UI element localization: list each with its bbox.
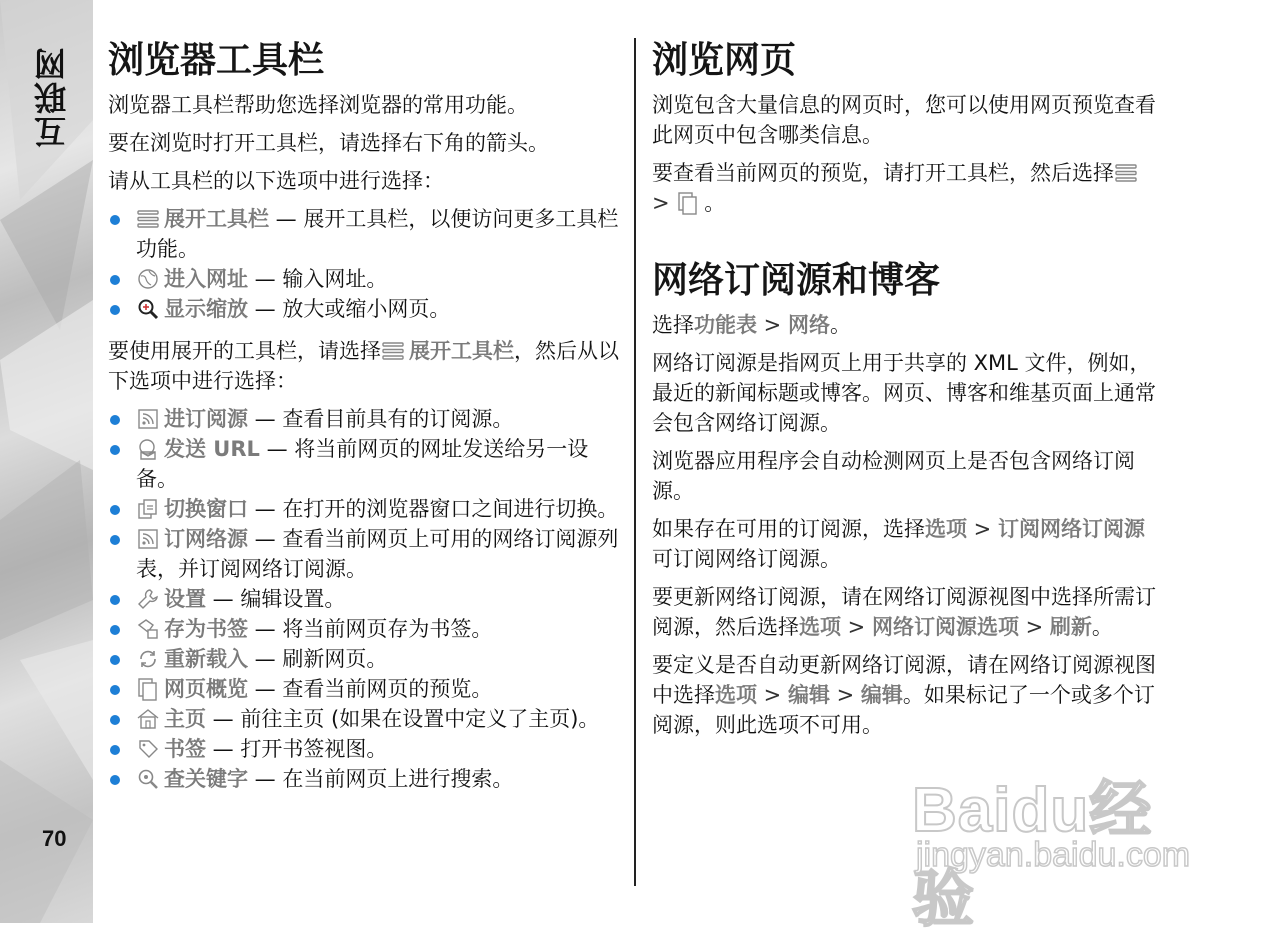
heading-feeds-blogs: 网络订阅源和博客	[652, 260, 941, 301]
bullet-dot	[110, 415, 120, 425]
separator: >	[841, 615, 872, 639]
zoom-magnifier-icon	[136, 297, 160, 321]
heading-browse-pages: 浏览网页	[652, 40, 797, 81]
option-description: — 展开工具栏，以便访问更多工具栏功能。	[136, 207, 619, 261]
option-description: — 打开书签视图。	[206, 737, 388, 761]
option-label: 存为书签	[164, 617, 248, 641]
bookmark-tag-icon	[136, 737, 160, 761]
option-label: 进订阅源	[164, 407, 248, 431]
globe-icon	[136, 267, 160, 291]
option-description: — 编辑设置。	[206, 587, 346, 611]
separator: >	[967, 517, 998, 541]
bookmark-save-icon	[136, 617, 160, 641]
paragraph	[652, 514, 1164, 574]
list-item	[108, 204, 622, 264]
sidebar	[0, 0, 93, 923]
bullet-dot	[110, 535, 120, 545]
paragraph	[108, 336, 622, 396]
list-item	[108, 264, 622, 294]
keyword-options: 选项	[925, 517, 967, 541]
option-description: — 在打开的浏览器窗口之间进行切换。	[248, 497, 619, 521]
bullet-dot	[110, 685, 120, 695]
page-overview-icon	[676, 191, 700, 215]
reload-icon	[136, 647, 160, 671]
paragraph-text: 要查看当前网页的预览，请打开工具栏，然后选择	[652, 161, 1114, 185]
bullet-dot	[110, 275, 120, 285]
bullet-dot	[110, 505, 120, 515]
option-description: — 放大或缩小网页。	[248, 297, 451, 321]
bullet-dot	[110, 445, 120, 455]
separator: >	[757, 313, 788, 337]
paragraph: 请从工具栏的以下选项中进行选择：	[108, 169, 444, 193]
column-divider	[634, 38, 636, 886]
paragraph: 要在浏览时打开工具栏，请选择右下角的箭头。	[108, 131, 549, 155]
separator: >	[1018, 615, 1050, 639]
bullet-dot	[110, 775, 120, 785]
option-label: 查关键字	[164, 767, 248, 791]
list-item	[108, 494, 622, 524]
option-description: — 前往主页 (如果在设置中定义了主页)。	[206, 707, 600, 731]
bullet-dot	[110, 715, 120, 725]
section-title: 互联网	[33, 46, 71, 148]
list-item	[108, 404, 622, 434]
feed-icon	[136, 407, 160, 431]
list-item	[108, 584, 622, 614]
search-icon	[136, 767, 160, 791]
keyword-subscribe-feeds: 订阅网络订阅源	[997, 517, 1145, 541]
keyword-menu: 功能表	[694, 313, 757, 337]
option-label: 切换窗口	[164, 497, 248, 521]
option-label: 发送 URL	[164, 437, 260, 461]
option-description: — 刷新网页。	[248, 647, 388, 671]
paragraph: 浏览器工具栏帮助您选择浏览器的常用功能。	[108, 93, 528, 117]
toolbar-options-list	[108, 204, 622, 324]
paragraph: 浏览器应用程序会自动检测网页上是否包含网络订阅源。	[652, 449, 1135, 503]
watermark-logo: Baidu经验	[912, 776, 1153, 934]
separator: >	[652, 191, 677, 215]
option-description: — 查看目前具有的订阅源。	[248, 407, 514, 431]
option-label: 进入网址	[164, 267, 248, 291]
feed-icon	[136, 527, 160, 551]
heading-browser-toolbar: 浏览器工具栏	[108, 40, 325, 81]
bullet-dot	[110, 625, 120, 635]
list-item	[108, 294, 622, 324]
paragraph-text: 要更新网络订阅源，请在网络订阅源视图中选择所需订阅源，然后选择	[652, 585, 1156, 639]
list-item	[108, 734, 622, 764]
paragraph-text: 要使用展开的工具栏，请选择	[108, 339, 381, 363]
paragraph	[652, 582, 1164, 642]
list-item	[108, 704, 622, 734]
paragraph	[652, 310, 1164, 340]
separator: >	[757, 683, 788, 707]
option-description: — 输入网址。	[248, 267, 388, 291]
option-label: 显示缩放	[164, 297, 248, 321]
list-item	[108, 764, 622, 794]
bullet-dot	[110, 215, 120, 225]
list-item	[108, 674, 622, 704]
left-column	[108, 38, 622, 806]
paragraph	[652, 650, 1164, 740]
keyword-feed-options: 网络订阅源选项	[871, 615, 1019, 639]
keyword-refresh: 刷新	[1049, 615, 1092, 639]
option-description: — 查看当前网页上可用的网络订阅源列表，并订阅网络订阅源。	[136, 527, 619, 581]
toolbar-lines-icon	[1114, 161, 1138, 185]
list-item	[108, 614, 622, 644]
baidu-watermark	[912, 760, 1212, 934]
paragraph	[652, 158, 1164, 218]
paragraph-text: 可订阅网络订阅源。	[652, 547, 841, 571]
watermark-url: jingyan.baidu.com	[916, 836, 1191, 874]
paragraph: 浏览包含大量信息的网页时，您可以使用网页预览查看此网页中包含哪类信息。	[652, 93, 1156, 147]
paragraph-text: 。	[704, 191, 726, 215]
paragraph-text: ，然后从以下选项中进行选择：	[108, 339, 619, 393]
option-description: — 在当前网页上进行搜索。	[248, 767, 514, 791]
option-label: 网页概览	[164, 677, 248, 701]
separator: >	[829, 683, 861, 707]
wrench-icon	[136, 587, 160, 611]
toolbar-lines-icon	[381, 339, 405, 363]
page-overview-icon	[136, 677, 160, 701]
paragraph-text: 。	[1091, 615, 1113, 639]
bullet-dot	[110, 305, 120, 315]
option-label: 书签	[164, 737, 206, 761]
keyword-options: 选项	[715, 683, 757, 707]
keyword-expand-toolbar: 展开工具栏	[409, 339, 514, 363]
option-label: 设置	[164, 587, 206, 611]
list-item	[108, 434, 622, 494]
option-label: 主页	[164, 707, 206, 731]
list-item	[108, 524, 622, 584]
toolbar-lines-icon	[136, 207, 160, 231]
right-column	[652, 38, 1164, 748]
expanded-toolbar-options-list	[108, 404, 622, 794]
option-description: — 查看当前网页的预览。	[248, 677, 493, 701]
paragraph-text: 如果存在可用的订阅源，选择	[652, 517, 925, 541]
paragraph-text: 选择	[652, 313, 694, 337]
paragraph-text: 。	[829, 313, 851, 337]
option-label: 重新载入	[164, 647, 248, 671]
paragraph-text: 。如果标记了一个或多个订阅源，则此选项不可用。	[652, 683, 1155, 737]
keyword-options: 选项	[799, 615, 841, 639]
bullet-dot	[110, 655, 120, 665]
option-description: — 将当前网页存为书签。	[248, 617, 493, 641]
option-label: 展开工具栏	[164, 207, 269, 231]
keyword-edit: 编辑	[860, 683, 903, 707]
keyword-web: 网络	[787, 313, 830, 337]
bullet-dot	[110, 745, 120, 755]
switch-window-icon	[136, 497, 160, 521]
paragraph-text: 要定义是否自动更新网络订阅源，请在网络订阅源视图中选择	[652, 653, 1156, 707]
paragraph: 网络订阅源是指网页上用于共享的 XML 文件，例如，最近的新闻标题或博客。网页、博客和维基页面上通常会包含网络订阅源。	[652, 351, 1156, 435]
keyword-edit: 编辑	[787, 683, 830, 707]
list-item	[108, 644, 622, 674]
home-icon	[136, 707, 160, 731]
send-url-icon	[136, 437, 160, 461]
page-number: 70	[42, 826, 67, 851]
option-description: — 将当前网页的网址发送给另一设备。	[136, 437, 589, 491]
bullet-dot	[110, 595, 120, 605]
option-label: 订网络源	[164, 527, 248, 551]
